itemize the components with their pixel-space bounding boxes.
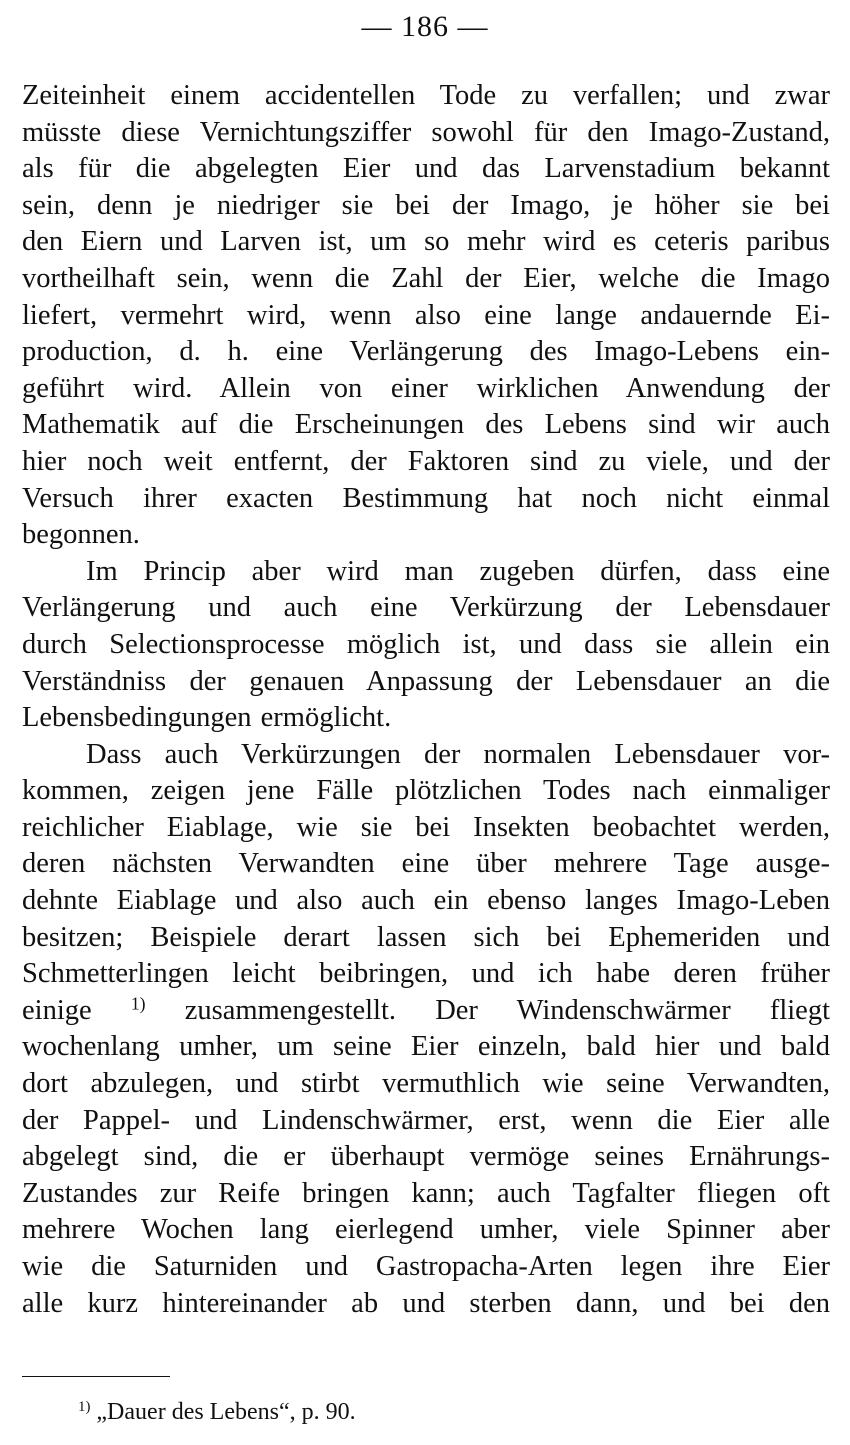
- text-line: alle kurz hintereinander ab und sterben dann, und bei den: [22, 1287, 830, 1319]
- footnote-text: „Dauer des Lebens“, p. 90.: [96, 1399, 356, 1425]
- page-number: — 186 —: [361, 10, 489, 43]
- text-line: durch Selectionsprocesse möglich ist, und dass sie allein ein: [22, 628, 830, 660]
- text-line: müsste diese Vernichtungsziffer sowohl für den Imago-Zustand,: [22, 116, 830, 148]
- text-line: Zustandes zur Reife bringen kann; auch Tagfalter fliegen oft: [22, 1177, 830, 1209]
- paragraph-start-line: Dass auch Verkürzungen der normalen Lebensdauer vor-: [86, 738, 830, 770]
- text-line: der Pappel- und Lindenschwärmer, erst, wenn die Eier alle: [22, 1104, 830, 1136]
- text-line: als für die abgelegten Eier und das Larvenstadium bekannt: [22, 153, 830, 185]
- paragraph-end-line: Lebensbedingungen ermöglicht.: [22, 702, 392, 734]
- footnote-mark: 1): [78, 1398, 91, 1415]
- text-line: liefert, vermehrt wird, wenn also eine lange andauernde Ei-: [22, 299, 830, 331]
- text-line: wochenlang umher, um seine Eier einzeln, bald hier und bald: [22, 1031, 830, 1063]
- text-line: Zeiteinheit einem accidentellen Tode zu verfallen; und zwar: [22, 80, 830, 111]
- line-middle-text: zusammengestellt.: [184, 994, 397, 1026]
- footnote: [78, 1397, 356, 1427]
- footnote-reference-line: [22, 993, 830, 1030]
- text-line: hier noch weit entfernt, der Faktoren sind zu viele, und der: [22, 445, 830, 477]
- footnote-ref-mark[interactable]: 1): [130, 993, 146, 1014]
- text-line: reichlicher Eiablage, wie sie bei Insekten beobachtet werden,: [22, 811, 830, 843]
- text-line: abgelegt sind, die er überhaupt vermöge seines Ernährungs-: [22, 1141, 830, 1173]
- text-line: dort abzulegen, und stirbt vermuthlich wie seine Verwandten,: [22, 1068, 830, 1100]
- text-line: Schmetterlingen leicht beibringen, und ich habe deren früher: [22, 958, 830, 990]
- line-start-text: einige: [22, 994, 92, 1026]
- text-line: geführt wird. Allein von einer wirklichen Anwendung der: [22, 372, 830, 404]
- text-line: mehrere Wochen lang eierlegend umher, viele Spinner aber: [22, 1214, 830, 1246]
- paragraph-end-line: begonnen.: [22, 519, 140, 551]
- text-line: Verständniss der genauen Anpassung der Lebensdauer an die: [22, 665, 830, 697]
- text-line: kommen, zeigen jene Fälle plötzlichen Todes nach einmaliger: [22, 775, 830, 807]
- text-line: dehnte Eiablage und also auch ein ebenso langes Imago-Leben: [22, 885, 830, 917]
- text-line: Versuch ihrer exacten Bestimmung hat noch nicht einmal: [22, 482, 830, 514]
- text-line: besitzen; Beispiele derart lassen sich bei Ephemeriden und: [22, 921, 830, 953]
- paragraph-start-line: Im Princip aber wird man zugeben dürfen, dass eine: [86, 555, 830, 587]
- body-text: [22, 78, 830, 1322]
- text-line: Mathematik auf die Erscheinungen des Lebens sind wir auch: [22, 409, 830, 441]
- text-line: vortheilhaft sein, wenn die Zahl der Eier, welche die Imago: [22, 262, 830, 294]
- line-end-text: Der Windenschwärmer fliegt: [435, 994, 830, 1026]
- text-line: deren nächsten Verwandten eine über mehrere Tage ausge-: [22, 848, 830, 880]
- text-line: wie die Saturniden und Gastropacha-Arten legen ihre Eier: [22, 1251, 830, 1282]
- text-line: sein, denn je niedriger sie bei der Imago, je höher sie bei: [22, 189, 830, 221]
- footnote-divider: [22, 1376, 170, 1377]
- text-line: production, d. h. eine Verlängerung des Imago-Lebens ein-: [22, 336, 830, 368]
- text-line: den Eiern und Larven ist, um so mehr wird es ceteris paribus: [22, 226, 830, 258]
- text-line: Verlängerung und auch eine Verkürzung der Lebensdauer: [22, 592, 830, 624]
